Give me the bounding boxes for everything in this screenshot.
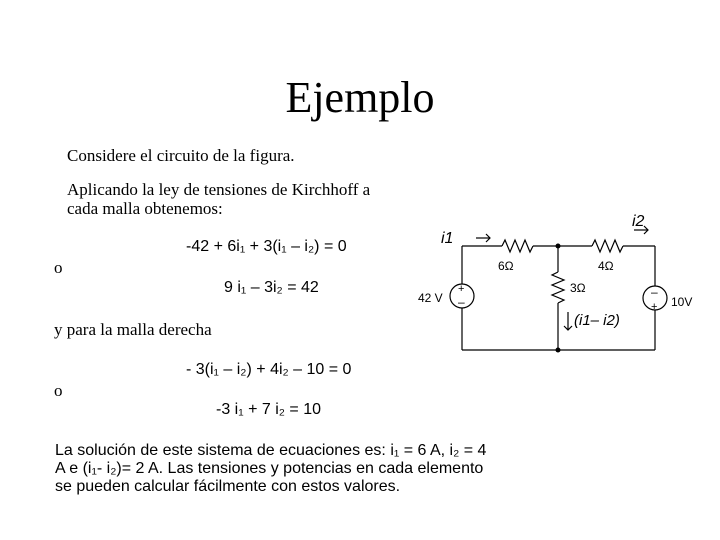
solution-line-3: se pueden calcular fácilmente con estos valores. <box>55 478 401 495</box>
or-label-2: o <box>54 381 63 400</box>
r1-label: 6Ω <box>498 259 514 273</box>
kvl-text-line2: cada malla obtenemos: <box>67 199 223 218</box>
kvl-text-line1: Aplicando la ley de tensiones de Kirchhoff a <box>67 180 371 199</box>
i2-label: i2 <box>632 213 645 230</box>
i1-label: i1 <box>441 230 454 247</box>
equation-1: -42 + 6i₁ + 3(i₁ – i₂) = 0 <box>186 238 347 255</box>
resistor-6ohm <box>502 240 533 252</box>
minus-sign-10v: – <box>651 285 658 299</box>
solution-line-2: A e (i₁- i₂)= 2 A. Las tensiones y potencias en cada elemento <box>55 460 484 477</box>
solution-line-1: La solución de este sistema de ecuaciones es: i₁ = 6 A, i₂ = 4 <box>55 442 487 459</box>
solution-paragraph <box>55 442 515 496</box>
resistor-4ohm <box>592 240 623 252</box>
r2-label: 4Ω <box>598 259 614 273</box>
minus-sign-42v: – <box>458 295 465 309</box>
equation-2: 9 i₁ – 3i₂ = 42 <box>224 279 319 296</box>
plus-sign-42v: + <box>458 283 465 295</box>
right-mesh-text: y para la malla derecha <box>54 320 212 339</box>
equation-4: -3 i₁ + 7 i₂ = 10 <box>216 401 321 418</box>
slide-title: Ejemplo <box>285 73 435 122</box>
resistor-3ohm <box>552 272 564 303</box>
plus-sign-10v: + <box>651 301 658 313</box>
source-42v-label: 42 V <box>418 291 443 305</box>
intro-text: Considere el circuito de la figura. <box>67 146 295 165</box>
branch-current-label: (i1– i2) <box>574 312 620 329</box>
equation-3: - 3(i₁ – i₂) + 4i₂ – 10 = 0 <box>186 361 352 378</box>
source-10v-label: 10V <box>671 295 693 309</box>
node-top <box>556 244 561 249</box>
or-label-1: o <box>54 258 63 277</box>
node-bottom <box>556 348 561 353</box>
circuit-diagram <box>410 210 700 370</box>
r3-label: 3Ω <box>570 281 586 295</box>
